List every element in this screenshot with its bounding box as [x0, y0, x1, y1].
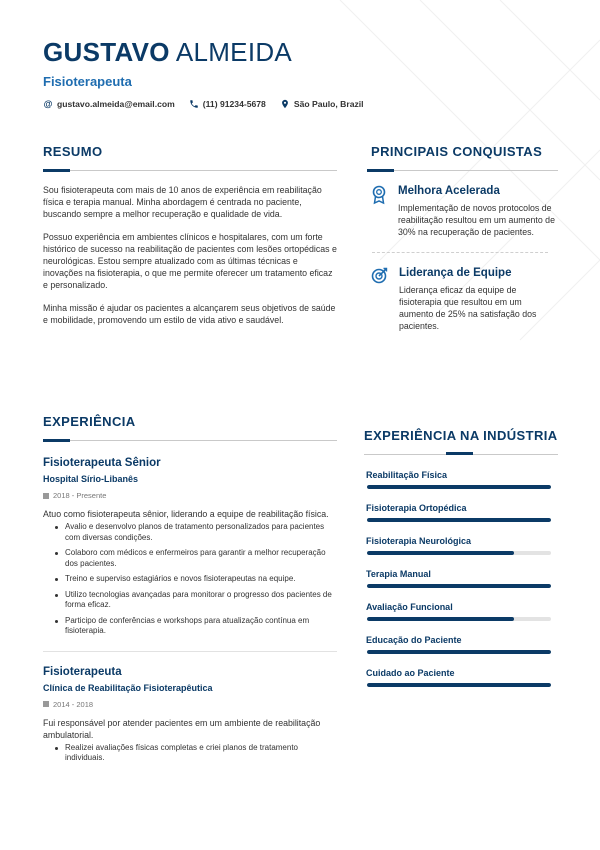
job-bullets: [43, 743, 337, 764]
contact-list: [43, 99, 563, 109]
job-title: Fisioterapeuta: [43, 665, 122, 678]
job-divider: [43, 651, 337, 652]
first-name: GUSTAVO: [43, 37, 170, 67]
skill-level-bar: [367, 551, 551, 555]
experience-section: [43, 414, 337, 769]
skill-item: [364, 668, 558, 687]
skill-name: Cuidado ao Paciente: [366, 668, 455, 678]
skill-level-fill: [367, 617, 514, 621]
job-title: Fisioterapeuta Sênior: [43, 457, 161, 469]
skills-divider: [364, 452, 558, 455]
achievements-title: PRINCIPAIS CONQUISTAS: [371, 144, 543, 159]
summary-divider: [43, 169, 337, 171]
skills-title: EXPERIÊNCIA NA INDÚSTRIA: [364, 428, 558, 443]
job-description: Fui responsável por atender pacientes em um ambiente de reabilitação ambulatorial.: [43, 717, 321, 740]
skill-item: [364, 569, 558, 588]
summary-paragraph: Minha missão é ajudar os pacientes a alcançarem seus objetivos de saúde e mobilidade, promovendo um estilo de vida ativo e saudável.: [43, 303, 336, 325]
skill-item: [364, 602, 558, 621]
location-pin-icon: [280, 99, 290, 109]
job-dates: [43, 491, 337, 500]
full-name: [43, 38, 563, 66]
skills-list: [364, 470, 558, 687]
at-sign-icon: @: [43, 99, 53, 109]
skill-level-bar: [367, 683, 551, 687]
award-ribbon-icon: [371, 185, 387, 238]
contact-location: [280, 99, 364, 109]
skill-level-fill: [367, 518, 551, 522]
skill-level-bar: [367, 650, 551, 654]
summary-paragraph: Sou fisioterapeuta com mais de 10 anos de experiência em reabilitação física e terapia manual. Minha abordagem é centrada no paciente, buscando sempre a melhor recuperação e qualidade de vida.: [43, 185, 322, 219]
achievements-divider: [367, 169, 558, 171]
skill-name: Fisioterapia Ortopédica: [366, 503, 467, 513]
job-entry: [43, 457, 337, 652]
job-dates-text: 2014 - 2018: [53, 699, 94, 709]
skill-level-bar: [367, 617, 551, 621]
location-text: São Paulo, Brazil: [293, 99, 364, 109]
target-icon: [371, 267, 388, 332]
job-description: Atuo como fisioterapeuta sênior, liderando a equipe de reabilitação física.: [43, 509, 329, 519]
list-item: Realizei avaliações físicas completas e criei planos de tratamento individuais.: [55, 743, 337, 764]
job-bullets: [43, 522, 337, 637]
skill-name: Terapia Manual: [366, 569, 431, 579]
list-item: Participo de conferências e workshops para atualização contínua em fisioterapia.: [55, 616, 337, 637]
skill-level-fill: [367, 683, 551, 687]
skill-level-fill: [367, 551, 514, 555]
email-text: gustavo.almeida@email.com: [57, 99, 175, 109]
achievement-desc: Implementação de novos protocolos de reabilitação resultou em um aumento de 30% na recuperação de pacientes.: [398, 203, 555, 237]
achievement-title: Liderança de Equipe: [399, 267, 512, 279]
company-name: Clínica de Reabilitação Fisioterapêutica: [43, 682, 213, 693]
phone-icon: [189, 99, 199, 109]
skill-name: Educação do Paciente: [366, 635, 462, 645]
phone-text: (11) 91234-5678: [202, 99, 266, 109]
job-dates: [43, 700, 337, 709]
experience-divider: [43, 439, 337, 441]
last-name: ALMEIDA: [175, 37, 293, 67]
summary-title: RESUMO: [43, 144, 103, 159]
achievement-desc: Liderança eficaz da equipe de fisioterapia que resultou em um aumento de 25% na satisfação dos pacientes.: [399, 285, 537, 331]
list-item: Colaboro com médicos e enfermeiros para garantir a melhor recuperação dos pacientes.: [55, 548, 337, 569]
summary-section: [43, 144, 337, 337]
skill-level-fill: [367, 485, 551, 489]
skill-item: [364, 536, 558, 555]
list-item: Treino e superviso estagiários e novos fisioterapeutas na equipe.: [55, 574, 337, 585]
achievement-title: Melhora Acelerada: [398, 185, 500, 197]
skill-name: Reabilitação Física: [366, 470, 448, 480]
resume-header: [43, 38, 563, 109]
skill-name: Avaliação Funcional: [366, 602, 453, 612]
skill-level-bar: [367, 584, 551, 588]
experience-title: EXPERIÊNCIA: [43, 414, 136, 429]
list-item: Utilizo tecnologias avançadas para monitorar o progresso dos pacientes de forma eficaz.: [55, 590, 337, 611]
achievement-item: [362, 267, 558, 332]
skill-item: [364, 503, 558, 522]
skills-section: [364, 427, 558, 687]
contact-phone[interactable]: [189, 99, 266, 109]
summary-body: [43, 184, 337, 326]
skill-level-fill: [367, 584, 551, 588]
skill-name: Fisioterapia Neurológica: [366, 536, 472, 546]
skill-level-bar: [367, 518, 551, 522]
skill-level-fill: [367, 650, 551, 654]
job-dates-text: 2018 - Presente: [53, 491, 107, 500]
summary-paragraph: Possuo experiência em ambientes clínicos e hospitalares, com um forte histórico de sucesso na reabilitação de pacientes com lesões ortopédicas e neurológicas. Estou sempre atualizado com as últimas técnicas e inovações na fisioterapia, o que me permite oferecer um tratamento eficaz e personalizado.: [43, 232, 337, 290]
company-name: Hospital Sírio-Libanês: [43, 474, 139, 484]
calendar-icon: [43, 493, 49, 499]
achievement-divider: [372, 252, 548, 253]
skill-item: [364, 470, 558, 489]
contact-email[interactable]: [43, 99, 175, 109]
job-role: Fisioterapeuta: [43, 74, 132, 89]
skill-item: [364, 635, 558, 654]
job-entry: [43, 666, 337, 764]
achievements-section: [362, 144, 558, 332]
skill-level-bar: [367, 485, 551, 489]
achievement-item: [362, 185, 558, 238]
list-item: Avalio e desenvolvo planos de tratamento personalizados para pacientes com diversas condições.: [55, 522, 337, 543]
calendar-icon: [43, 701, 49, 707]
